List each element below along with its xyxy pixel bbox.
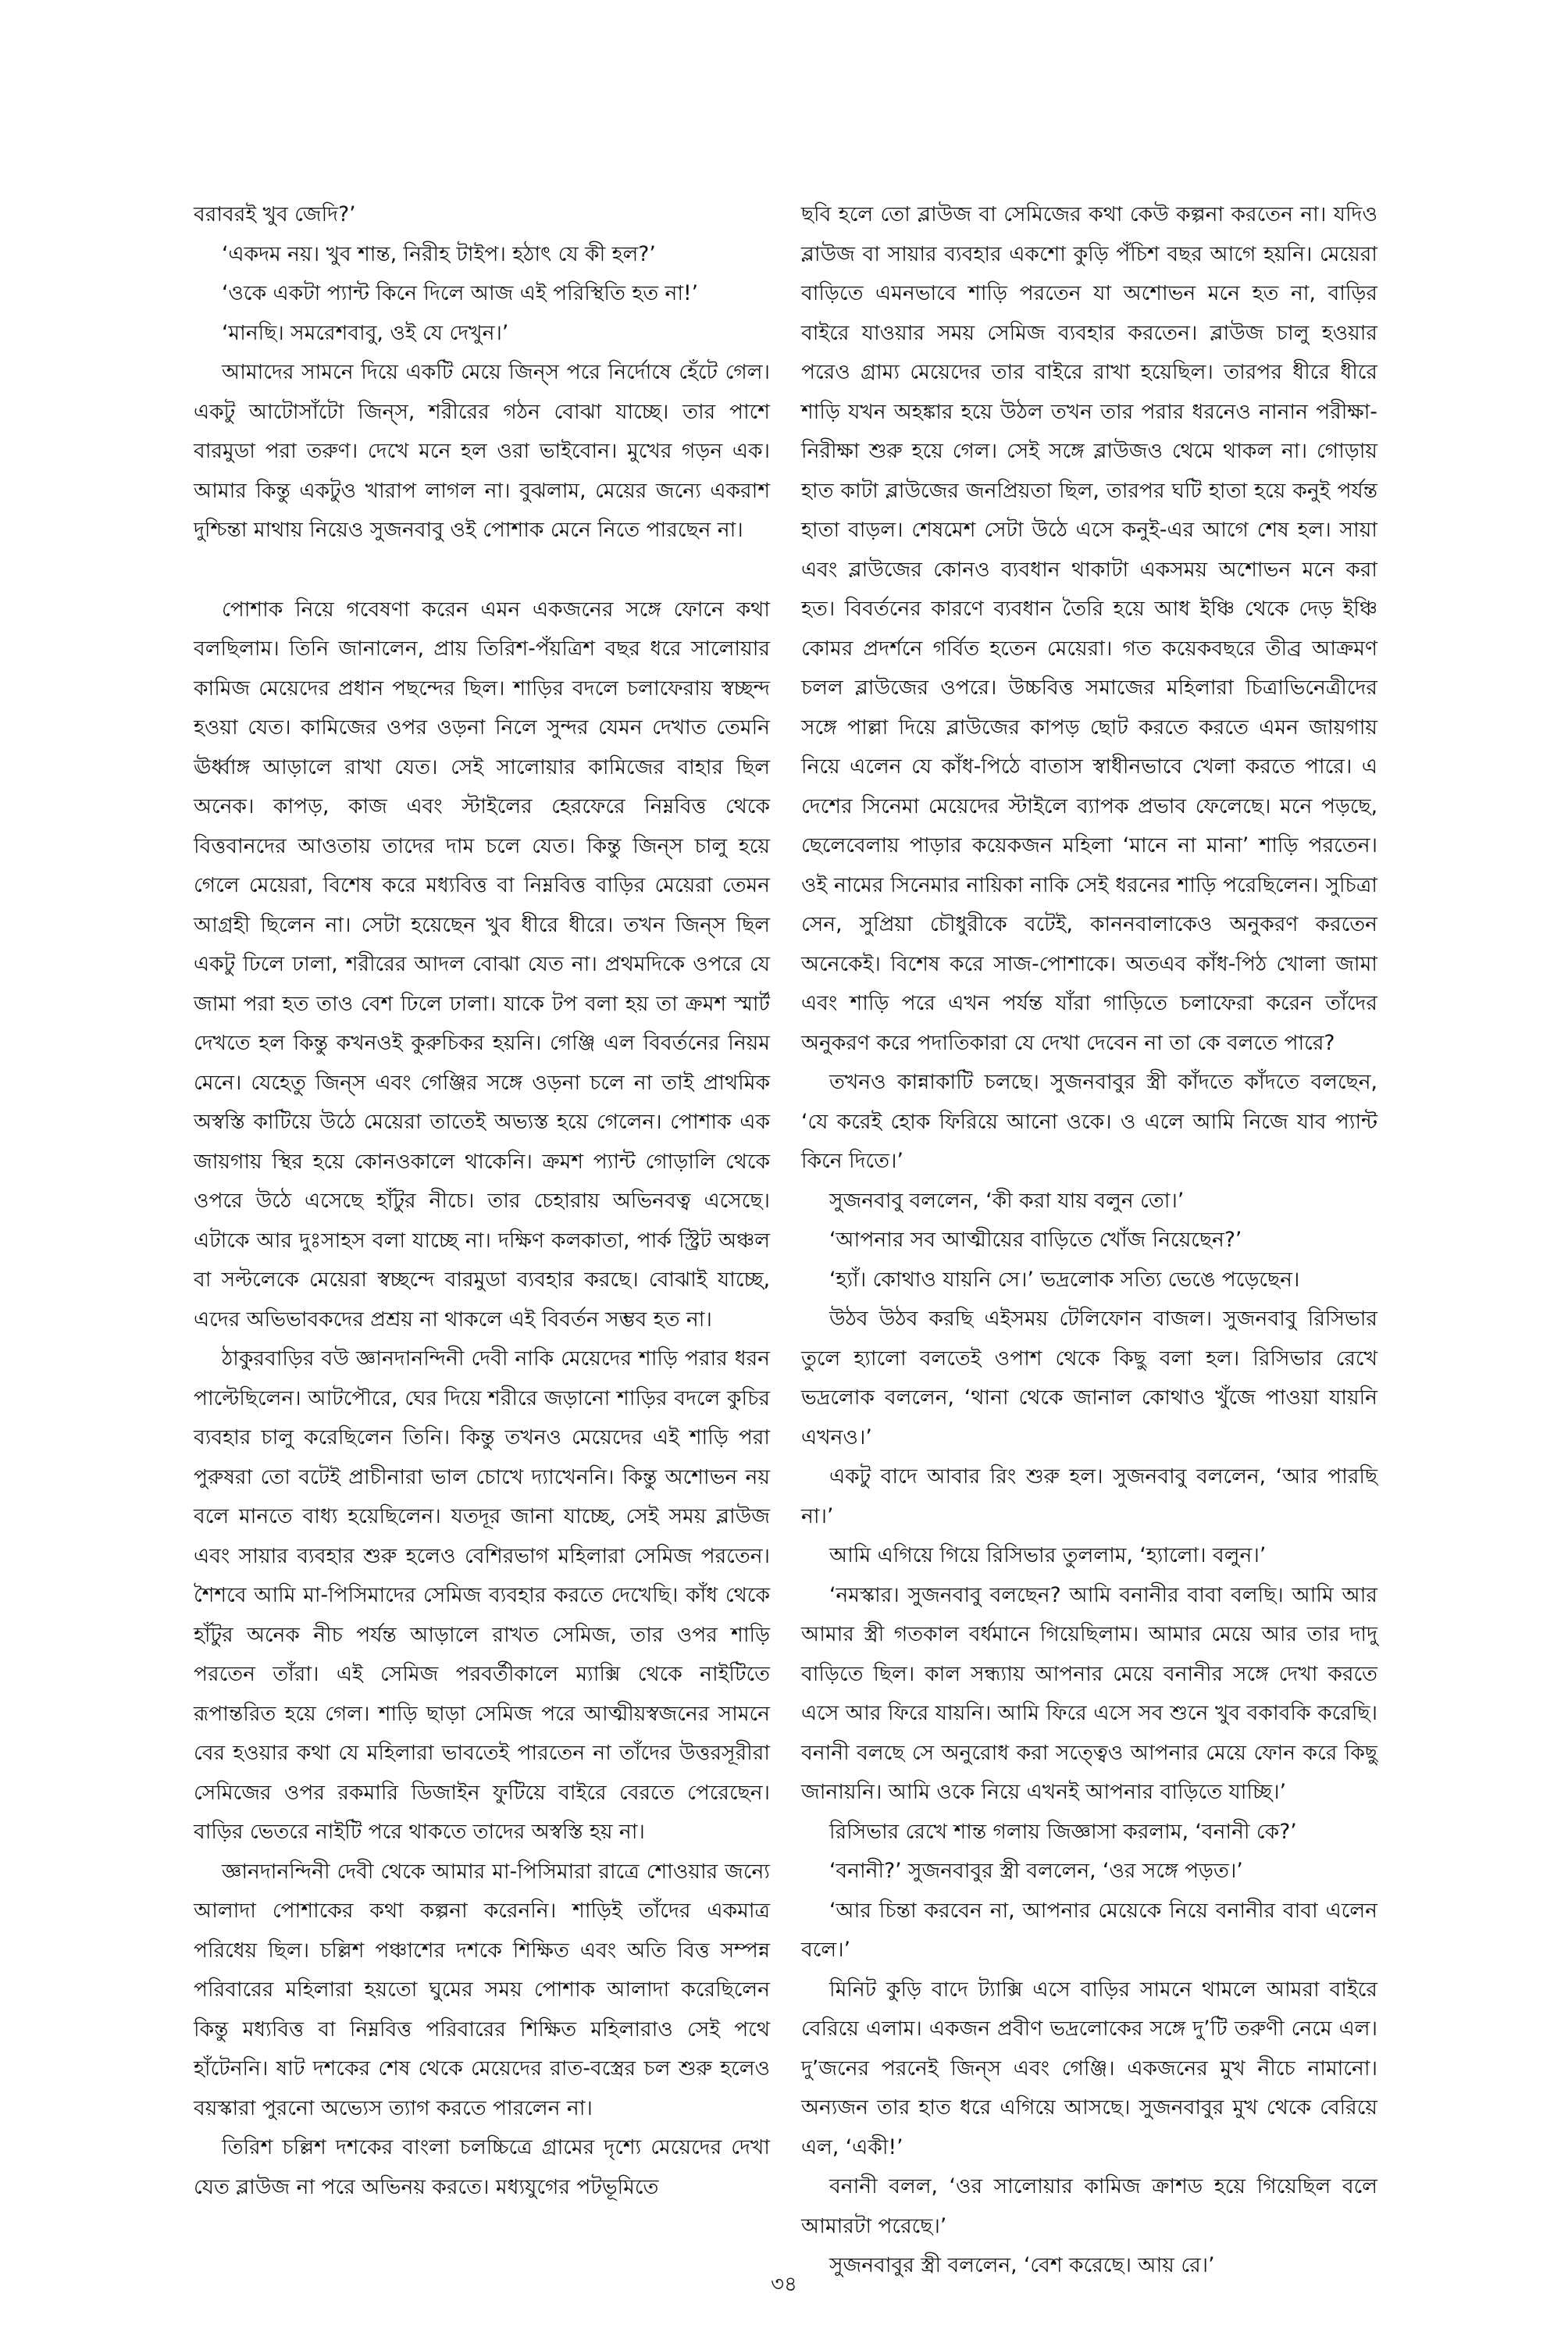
paragraph: ঠাকুরবাড়ির বউ জ্ঞানদানন্দিনী দেবী নাকি মেয়েদের শাড়ি পরার ধরন পাল্টেছিলেন। আটপৌরে, ঘের দিয়ে শরীরে জড়ানো শাড়ির বদলে কুচির ব্যবহার চালু করেছিলেন তিনি। কিন্তু তখনও মেয়েদের এই শাড়ি পরা পুরুষরা তো বটেই প্রাচীনারা ভাল চোখে দ্যাখেননি। কিন্তু অশোভন নয় বলে মানতে বাধ্য হয়েছিলেন। যতদূর জানা যাচ্ছে, সেই সময় ব্লাউজ এবং সায়ার ব্যবহার শুরু হলেও বেশিরভাগ মহিলারা সেমিজ পরতেন। শৈশবে আমি মা-পিসিমাদের সেমিজ ব্যবহার করতে দেখেছি। কাঁধ থেকে হাঁটুর অনেক নীচ পর্যন্ত আড়ালে রাখত সেমিজ, তার ওপর শাড়ি পরতেন তাঁরা। এই সেমিজ পরবর্তীকালে ম্যাক্সি থেকে নাইটিতে রূপান্তরিত হয়ে গেল। শাড়ি ছাড়া সেমিজ পরে আত্মীয়স্বজনের সামনে বের হওয়ার কথা যে মহিলারা ভাবতেই পারতেন না তাঁদের উত্তরসূরীরা সেমিজের ওপর রকমারি ডিজাইন ফুটিয়ে বাইরে বেরতে পেরেছেন। বাড়ির ভেতরে নাইটি পরে থাকতে তাদের অস্বস্তি হয় না। bbox=[194, 1346, 770, 1844]
left-column bbox=[194, 195, 770, 2207]
paragraph: সুজনবাবুর স্ত্রী বললেন, ‘বেশ করেছে। আয় রে।’ bbox=[829, 2253, 1215, 2277]
paragraph: ‘বনানী?’ সুজনবাবুর স্ত্রী বললেন, ‘ওর সঙ্গে পড়ত।’ bbox=[829, 1859, 1243, 1883]
right-column bbox=[801, 195, 1377, 2286]
paragraph: ‘একদম নয়। খুব শান্ত, নিরীহ টাইপ। হঠাৎ যে কী হল?’ bbox=[222, 241, 656, 266]
paragraph: ‘আর চিন্তা করবেন না, আপনার মেয়েকে নিয়ে বনানীর বাবা এলেন বলে।’ bbox=[801, 1898, 1377, 1962]
paragraph: তখনও কান্নাকাটি চলছে। সুজনবাবুর স্ত্রী কাঁদতে কাঁদতে বলছেন, ‘যে করেই হোক ফিরিয়ে আনো ওকে। ও এলে আমি নিজে যাব প্যান্ট কিনে দিতে।’ bbox=[801, 1070, 1377, 1173]
paragraph: ‘হ্যাঁ। কোথাও যায়নি সে।’ ভদ্রলোক সত্যি ভেঙে পড়েছেন। bbox=[829, 1267, 1300, 1292]
page-number: ৩৪ bbox=[771, 2273, 797, 2296]
paragraph: আমি এগিয়ে গিয়ে রিসিভার তুললাম, ‘হ্যালো। বলুন।’ bbox=[829, 1543, 1267, 1567]
paragraph: রিসিভার রেখে শান্ত গলায় জিজ্ঞাসা করলাম, ‘বনানী কে?’ bbox=[829, 1819, 1297, 1844]
paragraph: উঠব উঠব করছি এইসময় টেলিফোন বাজল। সুজনবাবু রিসিভার তুলে হ্যালো বলতেই ওপাশ থেকে কিছু বলা হল। রিসিভার রেখে ভদ্রলোক বললেন, ‘থানা থেকে জানাল কোথাও খুঁজে পাওয়া যায়নি এখনও।’ bbox=[801, 1307, 1377, 1450]
paragraph: মিনিট কুড়ি বাদে ট্যাক্সি এসে বাড়ির সামনে থামলে আমরা বাইরে বেরিয়ে এলাম। একজন প্রবীণ ভদ্রলোকের সঙ্গে দু’টি তরুণী নেমে এল। দু’জনের পরনেই জিন্‌স এবং গেঞ্জি। একজনের মুখ নীচে নামানো। অন্যজন তার হাত ধরে এগিয়ে আসছে। সুজনবাবুর মুখ থেকে বেরিয়ে এল, ‘একী!’ bbox=[801, 1977, 1377, 2159]
paragraph: একটু বাদে আবার রিং শুরু হল। সুজনবাবু বললেন, ‘আর পারছি না।’ bbox=[801, 1464, 1377, 1528]
paragraph: ‘আপনার সব আত্মীয়ের বাড়িতে খোঁজ নিয়েছেন?’ bbox=[829, 1228, 1242, 1252]
paragraph: সুজনবাবু বললেন, ‘কী করা যায় বলুন তো।’ bbox=[829, 1188, 1185, 1213]
paragraph: বরাবরই খুব জেদি?’ bbox=[194, 202, 356, 226]
paragraph: ছবি হলে তো ব্লাউজ বা সেমিজের কথা কেউ কল্পনা করতেন না। যদিও ব্লাউজ বা সায়ার ব্যবহার একশো কুড়ি পঁচিশ বছর আগে হয়নি। মেয়েরা বাড়িতে এমনভাবে শাড়ি পরতেন যা অশোভন মনে হত না, বাড়ির বাইরে যাওয়ার সময় সেমিজ ব্যবহার করতেন। ব্লাউজ চালু হওয়ার পরেও গ্রাম্য মেয়েদের তার বাইরে রাখা হয়েছিল। তারপর ধীরে ধীরে শাড়ি যখন অহঙ্কার হয়ে উঠল তখন তার পরার ধরনেও নানান পরীক্ষা-নিরীক্ষা শুরু হয়ে গেল। সেই সঙ্গে ব্লাউজও থেমে থাকল না। গোড়ায় হাত কাটা ব্লাউজের জনপ্রিয়তা ছিল, তারপর ঘটি হাতা হয়ে কনুই পর্যন্ত হাতা বাড়ল। শেষমেশ সেটা উঠে এসে কনুই-এর আগে শেষ হল। সায়া এবং ব্লাউজের কোনও ব্যবধান থাকাটা একসময় অশোভন মনে করা হত। বিবর্তনের কারণে ব্যবধান তৈরি হয়ে আধ ইঞ্চি থেকে দেড় ইঞ্চি কোমর প্রদর্শনে গর্বিত হতেন মেয়েরা। গত কয়েকবছরে তীব্র আক্রমণ চলল ব্লাউজের ওপরে। উচ্চবিত্ত সমাজের মহিলারা চিত্রাভিনেত্রীদের সঙ্গে পাল্লা দিয়ে ব্লাউজের কাপড় ছোট করতে করতে এমন জায়গায় নিয়ে এলেন যে কাঁধ-পিঠে বাতাস স্বাধীনভাবে খেলা করতে পারে। এ দেশের সিনেমা মেয়েদের স্টাইলে ব্যাপক প্রভাব ফেলেছে। মনে পড়ছে, ছেলেবেলায় পাড়ার কয়েকজন মহিলা ‘মানে না মানা’ শাড়ি পরতেন। ওই নামের সিনেমার নায়িকা নাকি সেই ধরনের শাড়ি পরেছিলেন। সুচিত্রা সেন, সুপ্রিয়া চৌধুরীকে বটেই, কাননবালাকেও অনুকরণ করতেন অনেকেই। বিশেষ করে সাজ-পোশাকে। অতএব কাঁধ-পিঠ খোলা জামা এবং শাড়ি পরে এখন পর্যন্ত যাঁরা গাড়িতে চলাফেরা করেন তাঁদের অনুকরণ করে পদাতিকারা যে দেখা দেবেন না তা কে বলতে পারে? bbox=[801, 202, 1377, 1055]
paragraph: পোশাক নিয়ে গবেষণা করেন এমন একজনের সঙ্গে ফোনে কথা বলছিলাম। তিনি জানালেন, প্রায় তিরিশ-পঁয়ত্রিশ বছর ধরে সালোয়ার কামিজ মেয়েদের প্রধান পছন্দের ছিল। শাড়ির বদলে চলাফেরায় স্বচ্ছন্দ হওয়া যেত। কামিজের ওপর ওড়না নিলে সুন্দর যেমন দেখাত তেমনি ঊর্ধ্বাঙ্গ আড়ালে রাখা যেত। সেই সালোয়ার কামিজের বাহার ছিল অনেক। কাপড়, কাজ এবং স্টাইলের হেরফেরে নিম্নবিত্ত থেকে বিত্তবানদের আওতায় তাদের দাম চলে যেত। কিন্তু জিন্‌স চালু হয়ে গেলে মেয়েরা, বিশেষ করে মধ্যবিত্ত বা নিম্নবিত্ত বাড়ির মেয়েরা তেমন আগ্রহী ছিলেন না। সেটা হয়েছেন খুব ধীরে ধীরে। তখন জিন্‌স ছিল একটু ঢিলে ঢালা, শরীরের আদল বোঝা যেত না। প্রথমদিকে ওপরে যে জামা পরা হত তাও বেশ ঢিলে ঢালা। যাকে টপ বলা হয় তা ক্রমশ স্মার্ট দেখতে হল কিন্তু কখনওই কুরুচিকর হয়নি। গেঞ্জি এল বিবর্তনের নিয়ম মেনে। যেহেতু জিন্‌স এবং গেঞ্জির সঙ্গে ওড়না চলে না তাই প্রাথমিক অস্বস্তি কাটিয়ে উঠে মেয়েরা তাতেই অভ্যস্ত হয়ে গেলেন। পোশাক এক জায়গায় স্থির হয়ে কোনওকালে থাকেনি। ক্রমশ প্যান্ট গোড়ালি থেকে ওপরে উঠে এসেছে হাঁটুর নীচে। তার চেহারায় অভিনবত্ব এসেছে। এটাকে আর দুঃসাহস বলা যাচ্ছে না। দক্ষিণ কলকাতা, পার্ক স্ট্রিট অঞ্চল বা সল্টলেকে মেয়েরা স্বচ্ছন্দে বারমুডা ব্যবহার করছে। বোঝাই যাচ্ছে, এদের অভিভাবকদের প্রশ্রয় না থাকলে এই বিবর্তন সম্ভব হত না। bbox=[194, 597, 770, 1332]
paragraph: তিরিশ চল্লিশ দশকের বাংলা চলচ্চিত্রে গ্রামের দৃশ্যে মেয়েদের দেখা যেত ব্লাউজ না পরে অভিনয় করতে। মধ্যযুগের পটভূমিতে bbox=[194, 2135, 770, 2199]
paragraph: ‘ওকে একটা প্যান্ট কিনে দিলে আজ এই পরিস্থিতি হত না!’ bbox=[222, 281, 699, 305]
paragraph: আমাদের সামনে দিয়ে একটি মেয়ে জিন্‌স পরে নির্দোষে হেঁটে গেল। একটু আটোসাঁটো জিন্‌স, শরীরের গঠন বোঝা যাচ্ছে। তার পাশে বারমুডা পরা তরুণ। দেখে মনে হল ওরা ভাইবোন। মুখের গড়ন এক। আমার কিন্তু একটুও খারাপ লাগল না। বুঝলাম, মেয়ের জন্যে একরাশ দুশ্চিন্তা মাথায় নিয়েও সুজনবাবু ওই পোশাক মেনে নিতে পারছেন না। bbox=[194, 360, 770, 542]
paragraph: জ্ঞানদানন্দিনী দেবী থেকে আমার মা-পিসিমারা রাত্রে শোওয়ার জন্যে আলাদা পোশাকের কথা কল্পনা করেননি। শাড়িই তাঁদের একমাত্র পরিধেয় ছিল। চল্লিশ পঞ্চাশের দশকে শিক্ষিত এবং অতি বিত্ত সম্পন্ন পরিবারের মহিলারা হয়তো ঘুমের সময় পোশাক আলাদা করেছিলেন কিন্তু মধ্যবিত্ত বা নিম্নবিত্ত পরিবারের শিক্ষিত মহিলারাও সেই পথে হাঁটেননি। ষাট দশকের শেষ থেকে মেয়েদের রাত-বস্ত্রের চল শুরু হলেও বয়স্কারা পুরনো অভ্যেস ত্যাগ করতে পারলেন না। bbox=[194, 1859, 770, 2120]
paragraph: ‘মানছি। সমরেশবাবু, ওই যে দেখুন।’ bbox=[222, 320, 509, 345]
paragraph: ‘নমস্কার। সুজনবাবু বলছেন? আমি বনানীর বাবা বলছি। আমি আর আমার স্ত্রী গতকাল বর্ধমানে গিয়েছিলাম। আমার মেয়ে আর তার দাদু বাড়িতে ছিল। কাল সন্ধ্যায় আপনার মেয়ে বনানীর সঙ্গে দেখা করতে এসে আর ফিরে যায়নি। আমি ফিরে এসে সব শুনে খুব বকাবকি করেছি। বনানী বলছে সে অনুরোধ করা সত্ত্বেও আপনার মেয়ে ফোন করে কিছু জানায়নি। আমি ওকে নিয়ে এখনই আপনার বাড়িতে যাচ্ছি।’ bbox=[801, 1582, 1377, 1804]
paragraph: বনানী বলল, ‘ওর সালোয়ার কামিজ ক্রাশড হয়ে গিয়েছিল বলে আমারটা পরেছে।’ bbox=[801, 2174, 1377, 2238]
